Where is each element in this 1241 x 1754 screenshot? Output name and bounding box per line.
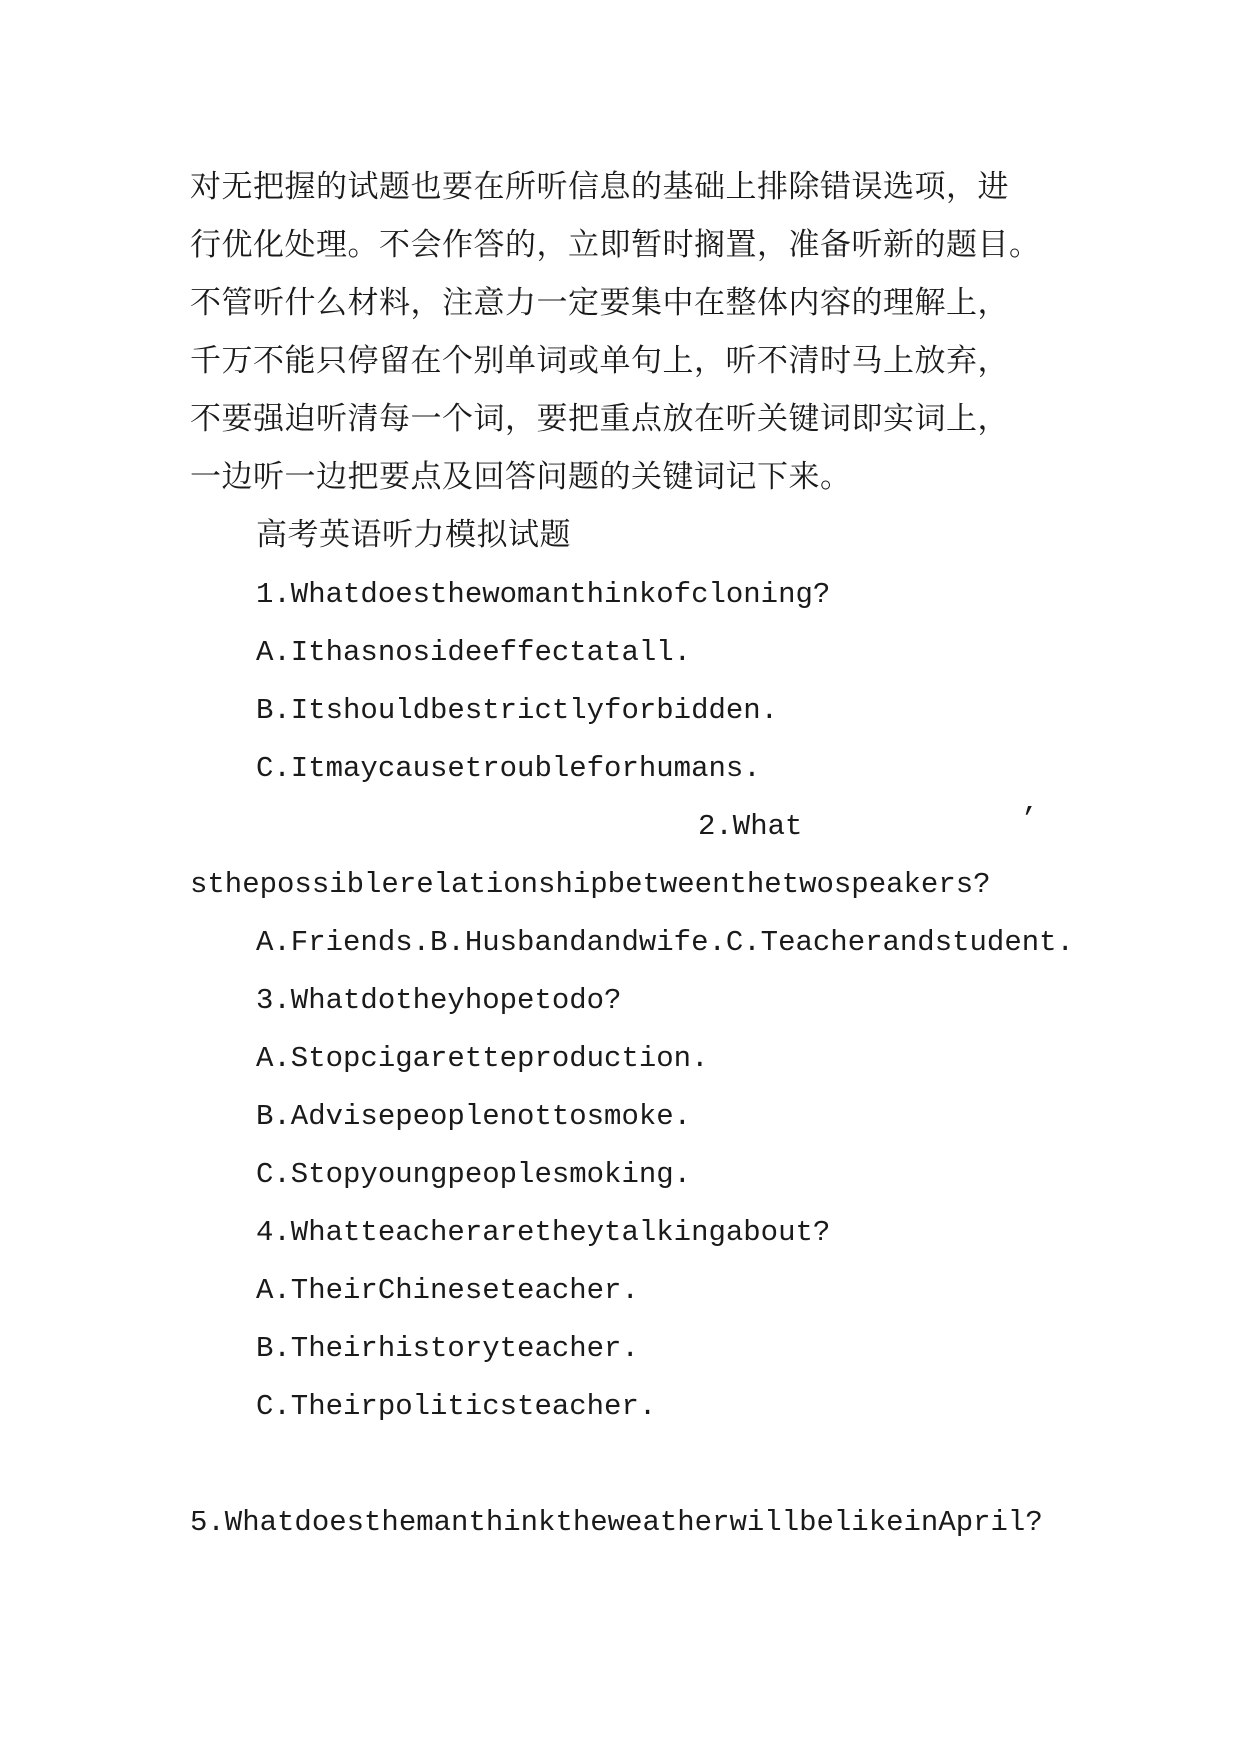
- question-4-option-a: A.TheirChineseteacher.: [256, 1274, 639, 1307]
- question-1-option-c: C.Itmaycausetroubleforhumans.: [256, 752, 761, 785]
- question-4-option-b: B.Theirhistoryteacher.: [256, 1332, 639, 1365]
- intro-line-2: 行优化处理。不会作答的，立即暂时搁置，准备听新的题目。: [190, 227, 1041, 263]
- question-4: 4.Whatteacheraretheytalkingabout?: [256, 1216, 831, 1249]
- question-5: 5.WhatdoesthemanthinktheweatherwillbelikeinApril?: [190, 1506, 1043, 1539]
- intro-line-4: 千万不能只停留在个别单词或单句上，听不清时马上放弃，: [190, 343, 1009, 379]
- intro-line-3: 不管听什么材料，注意力一定要集中在整体内容的理解上，: [190, 285, 1009, 321]
- question-3-option-c: C.Stopyoungpeoplesmoking.: [256, 1158, 692, 1191]
- question-2-options: A.Friends.B.Husbandandwife.C.Teacherandstudent.: [256, 926, 1074, 959]
- intro-line-6: 一边听一边把要点及回答问题的关键词记下来。: [190, 459, 852, 495]
- intro-line-5: 不要强迫听清每一个词，要把重点放在听关键词即实词上，: [190, 401, 1009, 437]
- section-title: 高考英语听力模拟试题: [256, 517, 571, 553]
- question-2-apostrophe: ’: [1020, 803, 1038, 836]
- intro-line-1: 对无把握的试题也要在所听信息的基础上排除错误选项，进: [190, 169, 1009, 205]
- question-4-option-c: C.Theirpoliticsteacher.: [256, 1390, 657, 1423]
- question-3: 3.Whatdotheyhopetodo?: [256, 984, 622, 1017]
- question-3-option-b: B.Advisepeoplenottosmoke.: [256, 1100, 692, 1133]
- question-3-option-a: A.Stopcigaretteproduction.: [256, 1042, 709, 1075]
- question-1-option-a: A.Ithasnosideeffectatall.: [256, 636, 692, 669]
- question-1-option-b: B.Itshouldbestrictlyforbidden.: [256, 694, 779, 727]
- question-1: 1.Whatdoesthewomanthinkofcloning?: [256, 578, 831, 611]
- question-2-part-1: 2.What: [698, 810, 803, 843]
- question-2-part-2: sthepossiblerelationshipbetweenthetwospeakers?: [190, 868, 991, 901]
